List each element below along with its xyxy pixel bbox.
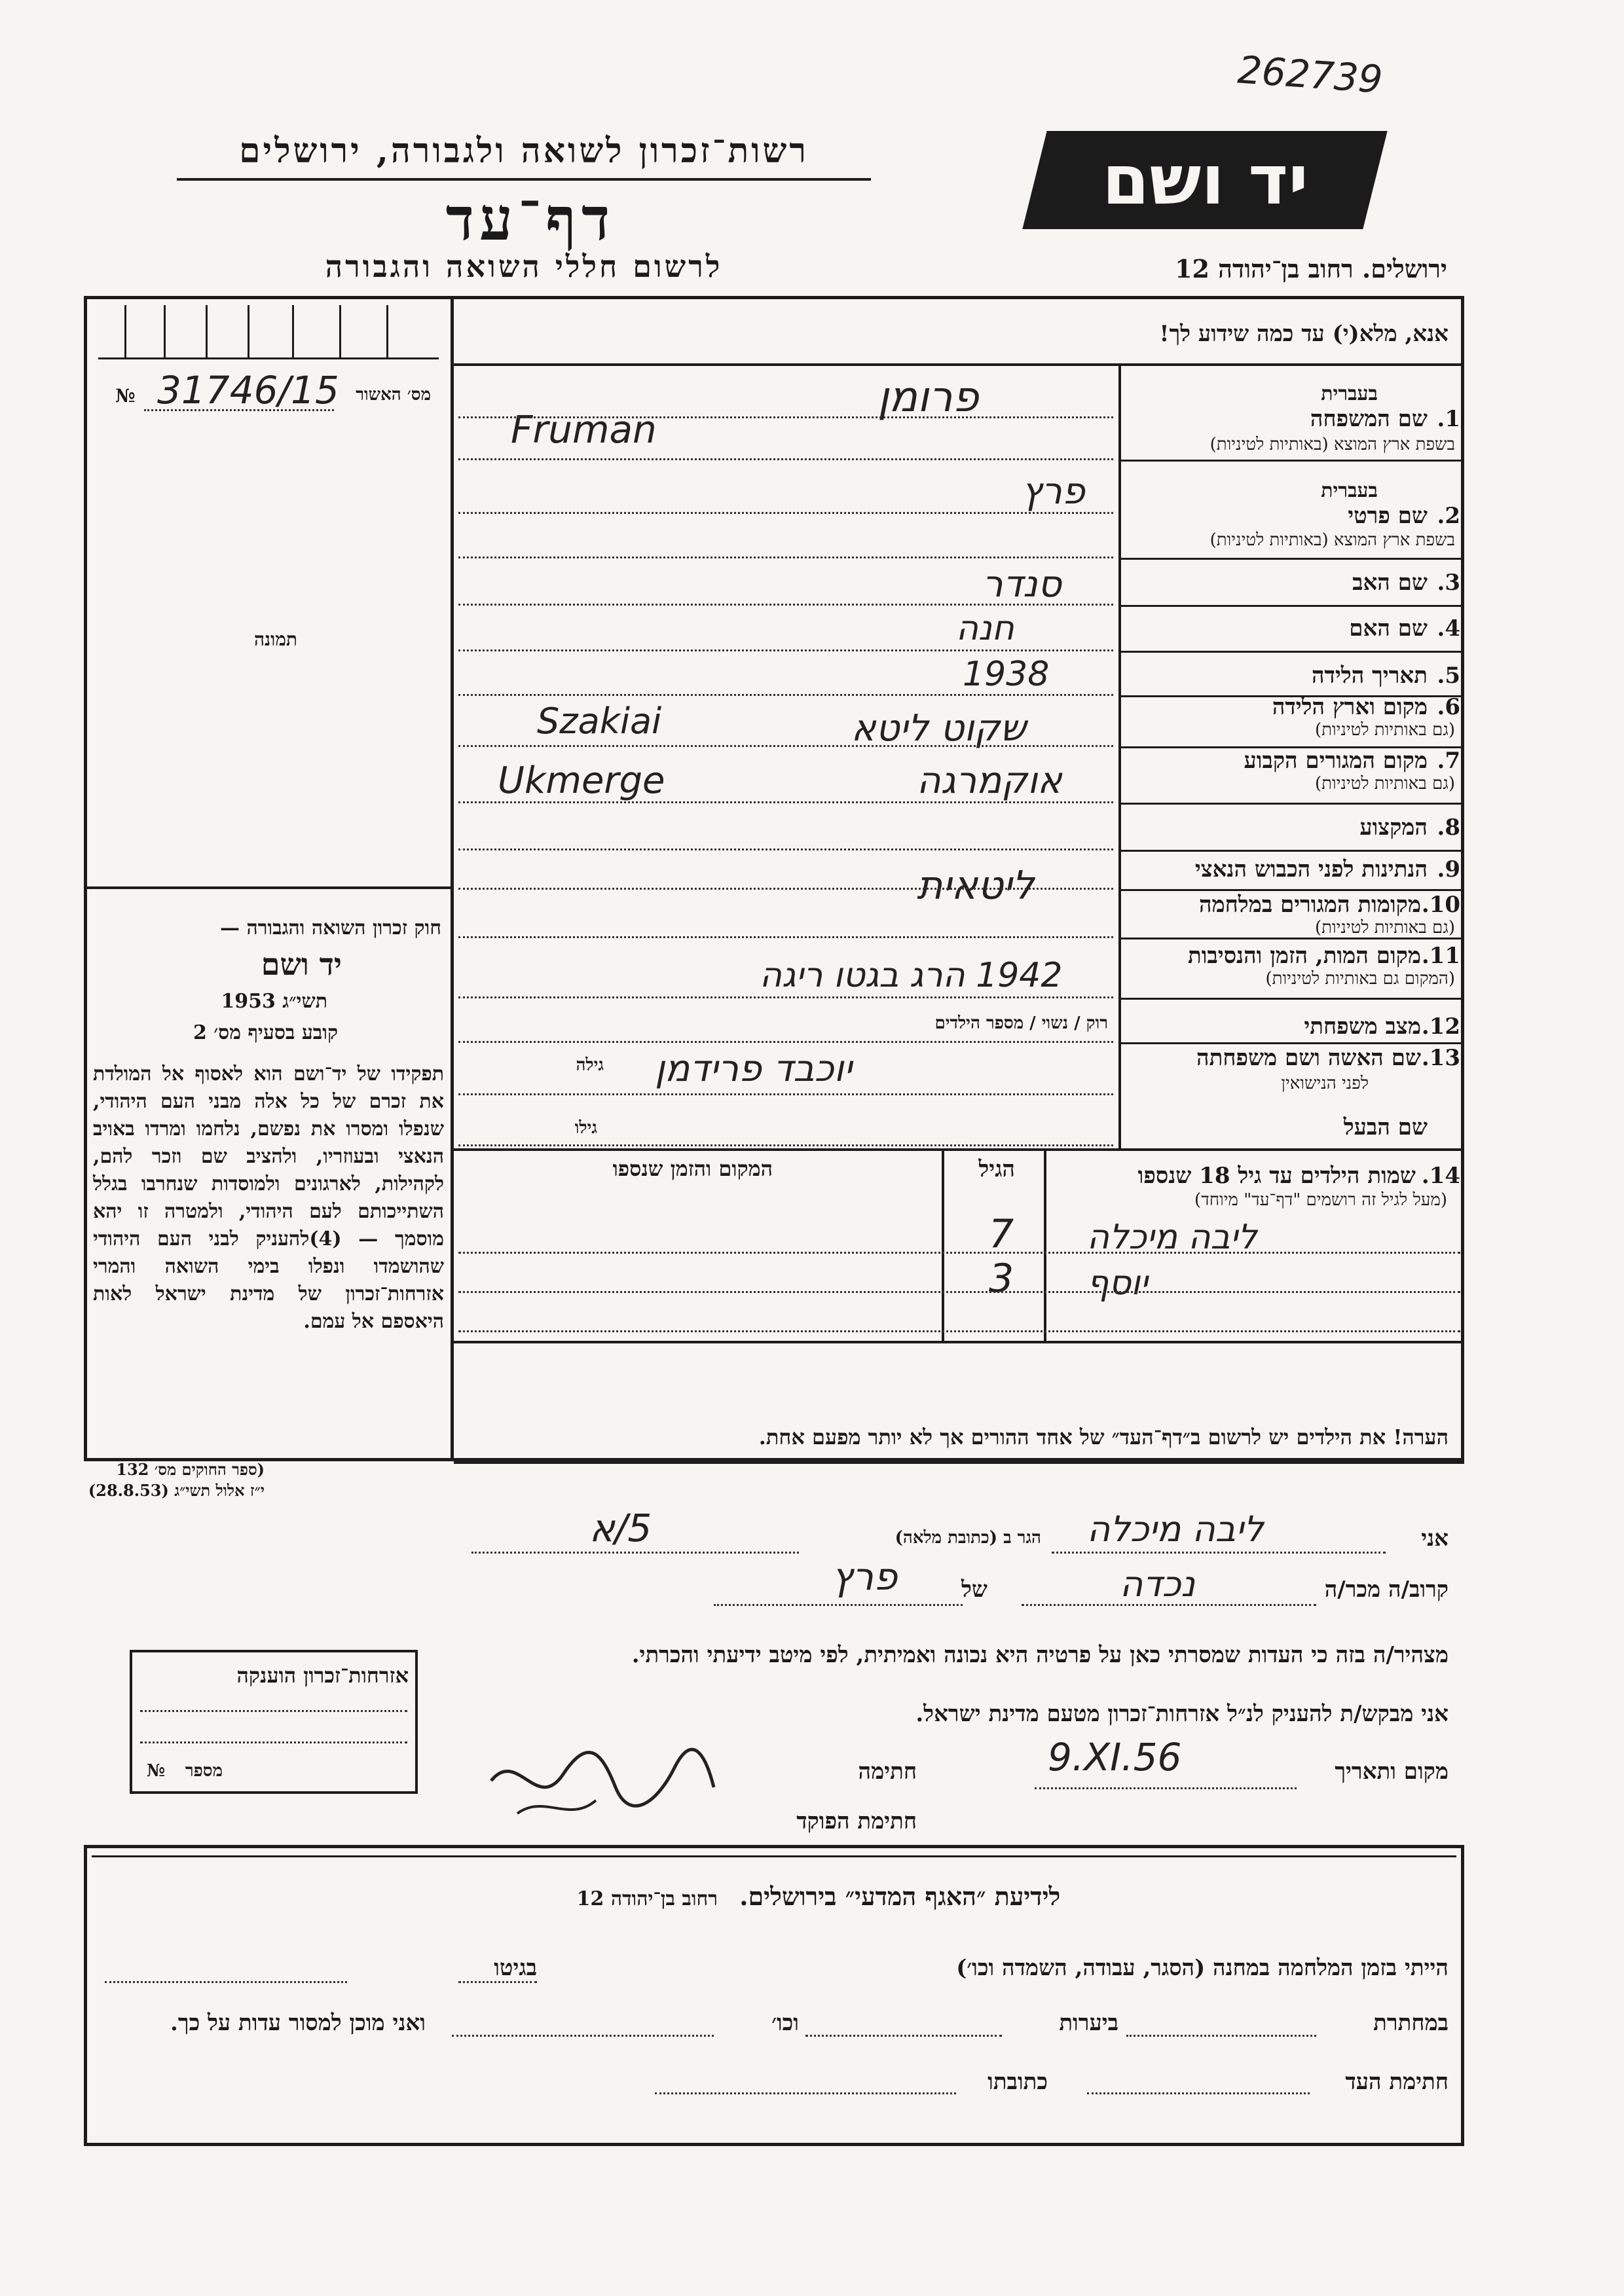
row-9-rule — [1121, 889, 1464, 891]
field-13-value: יוכבד פרידמן — [655, 1048, 853, 1090]
declarant-relative-value: נכדה — [1120, 1563, 1195, 1605]
children-col-divider-2 — [942, 1148, 944, 1342]
footer-address: רחוב בן־יהודה 12 — [576, 1887, 718, 1910]
field-1-hebrew-tag: בעברית — [1321, 382, 1378, 405]
field-12-number: 12. — [1421, 1013, 1460, 1040]
field-1-number: 1. — [1437, 406, 1460, 432]
field-11-line — [458, 996, 1113, 998]
children-col-divider-1 — [1044, 1148, 1046, 1342]
declarant-of-label: של — [961, 1576, 987, 1603]
footer-etc-label: וכו׳ — [771, 2010, 799, 2036]
declarant-relative-line — [1022, 1604, 1316, 1606]
field-7-number: 7. — [1437, 748, 1460, 774]
approval-prefix: № — [115, 385, 136, 407]
field-5-value: 1938 — [963, 655, 1050, 694]
law-name: חוק זכרון השואה והגבורה — — [220, 917, 441, 939]
declarant-relative-label: קרוב/ה מכר/ה — [1324, 1576, 1449, 1603]
field-1-line-a — [458, 416, 1113, 418]
instruction-rule — [454, 363, 1464, 366]
field-1-value-latin: Fruman — [511, 407, 657, 452]
field-5-line — [458, 694, 1113, 696]
field-4-number: 4. — [1437, 615, 1460, 642]
field-6-value-hebrew: שקוט ליטא — [851, 707, 1026, 750]
children-number: 14. — [1421, 1163, 1460, 1189]
field-10-line — [458, 936, 1113, 938]
footer-title — [458, 1882, 1179, 1912]
field-6-line — [458, 745, 1113, 747]
children-age-header: הגיל — [978, 1156, 1015, 1182]
children-bottom-rule — [454, 1341, 1464, 1343]
row-7-rule — [1121, 803, 1464, 805]
children-line-2 — [458, 1291, 1460, 1293]
footer-inner-rule — [92, 1855, 1456, 1857]
field-1-value-hebrew: פרומן — [877, 373, 979, 422]
place-date-label: מקום ותאריך — [1335, 1758, 1449, 1785]
child-2-age: 3 — [989, 1256, 1014, 1302]
field-12-options: רוק / נשוי / מספר הילדים — [934, 1013, 1108, 1033]
declarant-lives-line — [471, 1552, 799, 1554]
children-top-rule — [454, 1148, 1464, 1151]
row-2-rule — [1121, 558, 1464, 560]
row-3-rule — [1121, 605, 1464, 607]
declarant-of-value: פרץ — [832, 1554, 898, 1599]
field-9-number: 9. — [1437, 856, 1460, 883]
row-8-rule — [1121, 850, 1464, 852]
declarant-lives-label: הגר ב (כתובת מלאה) — [895, 1528, 1041, 1548]
field-2-hebrew-tag: בעברית — [1321, 479, 1378, 502]
row-11-rule — [1121, 998, 1464, 1000]
field-1-label: שם המשפחה — [1310, 406, 1428, 432]
field-6-value-latin: Szakiai — [537, 701, 662, 742]
row-10-rule — [1121, 938, 1464, 939]
code-boxes — [98, 305, 439, 360]
declarant-i-value: ליבה מיכלה — [1087, 1508, 1264, 1550]
citizenship-number-label: מספר — [185, 1761, 223, 1781]
footer-underground-line — [1126, 2035, 1316, 2037]
approval-number: 31746/15 — [157, 368, 339, 412]
footer-etc-line — [452, 2035, 714, 2037]
footer-ready-label: ואני מוכן למסור עדות על כך. — [170, 2010, 426, 2036]
declarant-i-label: אני — [1421, 1525, 1449, 1552]
field-9-line — [458, 888, 1113, 890]
law-yadvashem: יד ושם — [261, 947, 342, 982]
footer-address-line — [655, 2092, 956, 2094]
field-7-line — [458, 801, 1113, 803]
header-rule — [177, 178, 871, 181]
footer-underground-label: במחתרת — [1373, 2010, 1449, 2036]
field-2-line-b — [458, 556, 1113, 558]
declarant-statement-1: מצהיר/ה בזה כי העדות שמסרתי כאן על פרטיה היא נכונה ואמיתית, לפי מיטב ידיעתי והכרתי. — [631, 1642, 1449, 1668]
field-13-line — [458, 1093, 1113, 1095]
field-12-line — [458, 1041, 1113, 1043]
footer-ghetto-line — [105, 1981, 347, 1983]
citizenship-title: אזרחות־זכרון הוענקה — [236, 1663, 409, 1688]
footer-witness-signature-label: חתימת העד — [1345, 2069, 1449, 2095]
field-8-number: 8. — [1437, 814, 1460, 841]
place-date-line — [1035, 1787, 1297, 1789]
field-9-label: הנתינות לפני הכבוש הנאצי — [1194, 856, 1428, 883]
field-10-number: 10. — [1421, 892, 1460, 918]
husband-age-label: גילו — [574, 1118, 597, 1138]
field-3-line — [458, 604, 1113, 606]
field-7-sub: (גם באותיות לטיניות) — [1314, 774, 1455, 793]
footer-camp-label: הייתי בזמן המלחמה במחנה (הסגר, עבודה, השמדה וכו׳) — [956, 1955, 1449, 1981]
yad-vashem-logo — [1022, 131, 1387, 229]
field-1-sub: בשפת ארץ המוצא (באותיות לטיניות) — [1209, 435, 1455, 454]
child-1-name: ליבה מיכלה — [1087, 1218, 1257, 1257]
field-11-number: 11. — [1421, 943, 1460, 969]
children-line-1 — [458, 1252, 1460, 1254]
photo-label: תמונה — [253, 629, 297, 650]
officer-signature-label: חתימת הפוקד — [796, 1808, 917, 1834]
signature-label: חתימה — [858, 1758, 917, 1785]
archive-number: 262739 — [1236, 47, 1384, 102]
field-2-sub: בשפת ארץ המוצא (באותיות לטיניות) — [1209, 530, 1455, 550]
field-7-label: מקום המגורים הקבוע — [1244, 748, 1428, 774]
field-3-number: 3. — [1437, 570, 1460, 596]
citizenship-line-2 — [140, 1741, 407, 1743]
field-1-line-b — [458, 458, 1113, 460]
field-7-value-latin: Ukmerge — [498, 759, 665, 802]
form-subtitle: לרשום חללי השואה והגבורה — [325, 249, 723, 284]
field-4-label: שם האם — [1349, 615, 1428, 642]
field-6-label: מקום וארץ הלידה — [1272, 694, 1428, 720]
field-10-sub: (גם באותיות לטיניות) — [1314, 918, 1455, 938]
field-7-value-hebrew: אוקמרגה — [917, 759, 1062, 802]
footer-witness-signature-line — [1087, 2092, 1310, 2094]
field-3-label: שם האב — [1352, 570, 1428, 596]
field-8-label: המקצוע — [1359, 814, 1428, 841]
signature-scribble — [478, 1741, 727, 1827]
law-source-1: (ספר החוקים מס׳ 132 — [116, 1460, 265, 1479]
field-5-number: 5. — [1437, 663, 1460, 689]
form-title: דף־עד — [445, 185, 616, 254]
law-source-2: י״ז אלול תשי״ג (28.8.53) — [88, 1481, 265, 1500]
field-13-age-label: גילה — [576, 1055, 604, 1075]
note-text: הערה! את הילדים יש לרשום ב״דף־העד״ של אחד ההורים אך לא יותר מפעם אחת. — [758, 1425, 1449, 1449]
row-12-rule — [1121, 1042, 1464, 1044]
footer-ghetto-label: בגיטו — [494, 1955, 537, 1981]
field-13-label: שם האשה ושם משפחתה — [1196, 1045, 1421, 1071]
left-column-divider — [451, 296, 454, 1461]
field-10-label: מקומות המגורים במלחמה — [1198, 892, 1421, 918]
citizenship-number-prefix: № — [147, 1761, 166, 1781]
signature-mark — [478, 1741, 727, 1827]
label-column-divider — [1118, 363, 1121, 1149]
field-4-value: חנה — [956, 609, 1014, 648]
field-11-value: 1942 הרג בגטו ריגה — [760, 956, 1063, 995]
field-12-label: מצב משפחתי — [1304, 1013, 1421, 1040]
approval-label: מס׳ האשור — [356, 385, 431, 405]
footer-camp-line — [458, 1981, 537, 1983]
husband-label: שם הבעל — [1343, 1114, 1428, 1140]
field-8-line — [458, 848, 1113, 850]
declarant-i-line — [1052, 1552, 1386, 1554]
declarant-statement-2: אני מבקש/ת להעניק לנ״ל אזרחות־זכרון מטעם מדינת ישראל. — [915, 1701, 1449, 1727]
field-5-label: תאריך הלידה — [1311, 663, 1428, 689]
place-date-value: 9.XI.56 — [1048, 1735, 1182, 1779]
note-bottom-rule — [454, 1461, 1464, 1464]
header-address: ירושלים. רחוב בן־יהודה 12 — [1175, 254, 1447, 283]
institution-name: רשות־זכרון לשואה ולגבורה, ירושלים — [239, 131, 809, 171]
field-13-sub: לפני הנישואין — [1281, 1074, 1369, 1093]
approval-line — [144, 409, 334, 411]
field-2-number: 2. — [1437, 503, 1460, 529]
footer-forests-label: ביערות — [1059, 2010, 1118, 2036]
field-13-number: 13. — [1421, 1045, 1460, 1071]
law-year: תשי״ג 1953 — [221, 990, 327, 1013]
footer-forests-line — [805, 2035, 1002, 2037]
husband-line — [458, 1144, 1113, 1146]
row-1-rule — [1121, 460, 1464, 462]
field-9-value: ליטאית — [917, 863, 1035, 909]
citizenship-line-1 — [140, 1710, 407, 1712]
field-11-label: מקום המות, הזמן והנסיבות — [1187, 943, 1421, 969]
law-body: תפקידו של יד־ושם הוא לאסוף אל המולדת את זכרם של כל אלה מבני העם היהודי, שנפלו ומסרו את נפשם, נלחמו ומרדו באויב הנאצי ובעוזריו, ולהציב שם וזכר להם, לקהילות, לארגונים ולמוסדות שנחרבו בגלל השתייכותם לעם היהודי, ולמטרה זו יהא מוסמך — (4)להעניק לבני העם היהודי שהושמדו ונפלו בימי השואה והמרי אזרחות־זכרון של מדינת ישראל לאות היאספם אל עמם. — [93, 1063, 444, 1333]
law-clause: קובע בסעיף מס׳ 2 — [193, 1021, 338, 1044]
children-title: שמות הילדים עד גיל 18 שנספו — [1137, 1163, 1416, 1189]
law-top-rule — [87, 886, 451, 889]
footer-address-label: כתובתו — [987, 2069, 1048, 2095]
field-11-sub: (המקום גם באותיות לטיניות) — [1265, 969, 1455, 989]
children-place-header: המקום והזמן שנספו — [612, 1156, 773, 1181]
row-4-rule — [1121, 651, 1464, 653]
logo-text: יד ושם — [1101, 140, 1308, 220]
declarant-lives-value: 5/א — [589, 1506, 652, 1550]
field-4-line — [458, 649, 1113, 651]
field-2-line-a — [458, 512, 1113, 514]
footer-title-text: לידיעת ״האגף המדעי״ בירושלים. — [739, 1882, 1061, 1911]
children-line-3 — [458, 1330, 1460, 1332]
field-6-number: 6. — [1437, 694, 1460, 720]
field-3-value: סנדר — [982, 563, 1061, 606]
child-2-name: יוסף — [1087, 1264, 1148, 1303]
field-2-value-hebrew: פרץ — [1022, 470, 1085, 513]
children-subtitle: (מעל לגיל זה רושמים "דף־עד" מיוחד) — [1194, 1190, 1447, 1210]
field-2-label: שם פרטי — [1348, 503, 1428, 529]
child-1-age: 7 — [989, 1211, 1014, 1257]
declarant-of-line — [714, 1604, 963, 1606]
fill-instruction: אנא, מלא(י) עד כמה שידוע לך! — [1159, 321, 1449, 347]
field-6-sub: (גם באותיות לטיניות) — [1314, 720, 1455, 740]
